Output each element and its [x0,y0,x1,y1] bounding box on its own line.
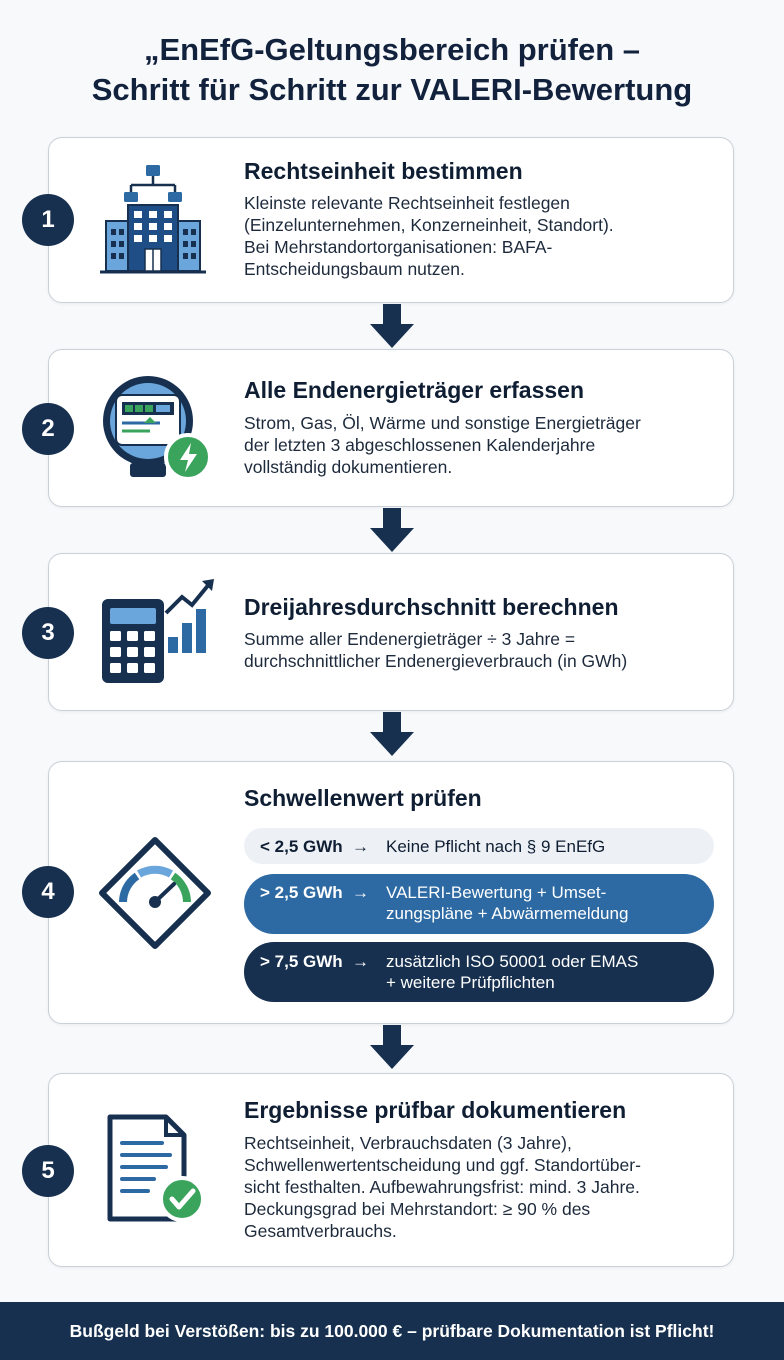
step-text-3-line: Summe aller Endenergieträger ÷ 3 Jahre = [244,629,576,649]
step-text-5-line: Deckungsgrad bei Mehrstandort: ≥ 90 % des [244,1199,591,1219]
flow-arrow-3 [368,712,416,758]
energy-meter-icon [100,373,215,485]
step-title-3: Dreijahresdurchschnitt berechnen [244,594,619,620]
step-text-1-line: Kleinste relevante Rechtseinheit festlegen [244,193,570,213]
step-text-2-line: vollständig dokumentieren. [244,457,453,477]
step-number-4: 4 [22,866,74,918]
step-text-1-line: Entscheidungsbaum nutzen. [244,259,465,279]
threshold-text-line: VALERI-Bewertung + Umset- [386,883,607,902]
threshold-text-line: Keine Pflicht nach § 9 EnEfG [386,837,606,856]
threshold-below-2-5 [244,828,714,864]
page-title-line-2: Schritt für Schritt zur VALERI-Bewertung [91,72,693,107]
threshold-above-7-5 [244,942,714,1002]
document-check-icon [104,1113,208,1225]
step-text-5 [244,1132,714,1242]
flow-arrow-2 [368,508,416,554]
step-title-2: Alle Endenergieträger erfassen [244,377,585,403]
flow-arrow-1 [368,304,416,350]
step-text-5-line: Gesamtverbrauchs. [244,1221,397,1241]
arrow-right-icon: → [352,837,369,856]
flow-arrow-4 [368,1025,416,1071]
step-text-1-line: Bei Mehrstandortorganisationen: BAFA- [244,237,553,257]
threshold-value: > 7,5 GWh [260,952,343,971]
arrow-right-icon: → [352,883,369,902]
threshold-text [386,951,638,993]
step-text-3 [244,628,714,672]
threshold-text-line: zusätzlich ISO 50001 oder EMAS [386,952,639,971]
page-title [0,30,784,110]
threshold-value: > 2,5 GWh [260,883,343,902]
threshold-text-line: + weitere Prüfpflichten [386,973,555,992]
step-text-1 [244,192,714,280]
step-title-1: Rechtseinheit bestimmen [244,158,523,184]
step-text-5-line: Rechtseinheit, Verbrauchsdaten (3 Jahre), [244,1133,572,1153]
threshold-above-2-5 [244,874,714,934]
step-number-5: 5 [22,1145,74,1197]
threshold-value: < 2,5 GWh [260,837,343,856]
threshold-text-line: zungspläne + Abwärmemeldung [386,904,629,923]
step-text-5-line: sicht festhalten. Aufbewahrungsfrist: mind. 3 Jahre. [244,1177,640,1197]
threshold-text [386,882,628,924]
step-text-2 [244,412,714,478]
step-title-5: Ergebnisse prüfbar dokumentieren [244,1097,627,1123]
step-title-4: Schwellenwert prüfen [244,785,482,811]
footer-banner: Bußgeld bei Verstößen: bis zu 100.000 € – prüfbare Dokumentation ist Pflicht! [0,1302,784,1360]
building-icon [98,163,208,275]
step-number-1: 1 [22,194,74,246]
arrow-right-icon: → [352,952,369,971]
step-text-5-line: Schwellenwertentscheidung und ggf. Standortüber- [244,1155,641,1175]
gauge-icon [98,836,212,950]
step-text-1-line: (Einzelunternehmen, Konzerneinheit, Standort). [244,215,614,235]
step-number-3: 3 [22,607,74,659]
threshold-text [386,836,605,857]
page-title-line-1: „EnEfG-Geltungsbereich prüfen – [143,32,641,67]
calculator-chart-icon [98,577,216,687]
step-text-2-line: der letzten 3 abgeschlossenen Kalenderjahre [244,435,596,455]
step-text-2-line: Strom, Gas, Öl, Wärme und sonstige Energieträger [244,413,641,433]
step-number-2: 2 [22,403,74,455]
step-text-3-line: durchschnittlicher Endenergieverbrauch (in GWh) [244,651,628,671]
